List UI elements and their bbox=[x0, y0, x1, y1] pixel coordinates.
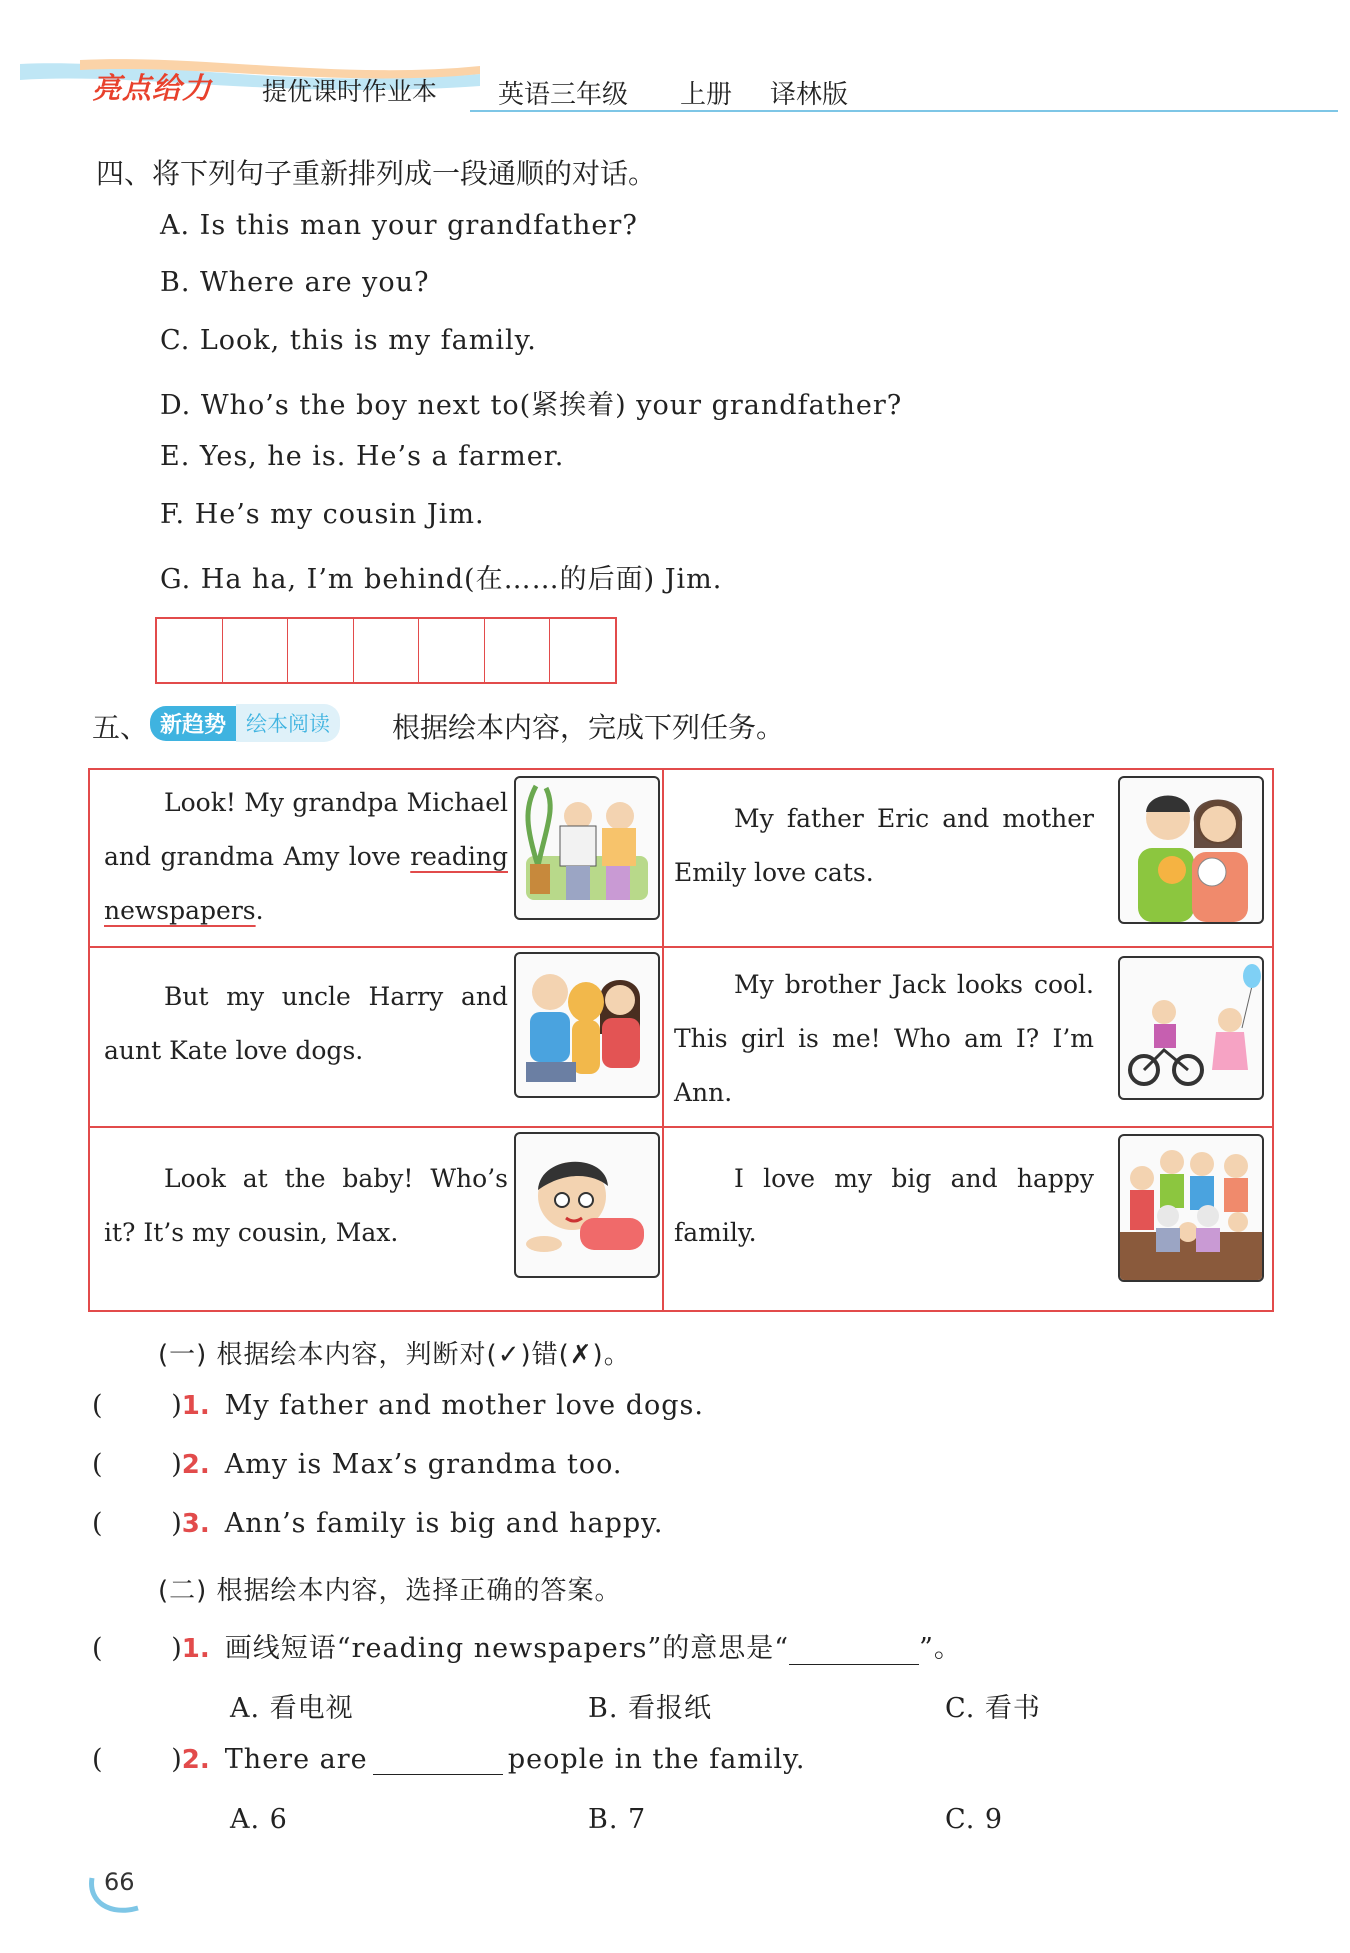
brand-subtitle: 提优课时作业本 bbox=[262, 77, 438, 106]
question-number: 2. bbox=[181, 1745, 210, 1775]
section4-title: 四、将下列句子重新排列成一段通顺的对话。 bbox=[96, 157, 657, 190]
edition-label: 译林版 bbox=[770, 80, 849, 110]
answer-blank[interactable] bbox=[373, 1746, 503, 1775]
answer-blank[interactable] bbox=[789, 1636, 919, 1665]
judge-question-1 bbox=[92, 1390, 1292, 1421]
answer-boxes bbox=[155, 617, 617, 684]
answer-box[interactable] bbox=[485, 619, 551, 682]
parents-with-cats-illustration bbox=[1118, 776, 1264, 924]
judge-question-2 bbox=[92, 1449, 1292, 1480]
choice-option-a: A. 看电视 bbox=[230, 1693, 354, 1724]
table-divider bbox=[90, 946, 1272, 948]
brand-logo: 亮点给力 bbox=[92, 71, 213, 105]
choice-question-1 bbox=[92, 1626, 1292, 1665]
choice-option-b: B. 7 bbox=[588, 1804, 647, 1835]
brother-and-girl-illustration bbox=[1118, 956, 1264, 1100]
answer-box[interactable] bbox=[550, 619, 615, 682]
answer-box[interactable] bbox=[157, 619, 223, 682]
answer-box[interactable] bbox=[288, 619, 354, 682]
underlined-phrase: reading bbox=[410, 842, 508, 871]
grandparents-reading-illustration bbox=[514, 776, 660, 920]
question-number: 2. bbox=[181, 1450, 210, 1480]
answer-paren[interactable]: ( ) bbox=[92, 1633, 182, 1664]
question-number: 1. bbox=[181, 1391, 210, 1421]
table-divider bbox=[662, 770, 664, 1310]
option-d: D. Who’s the boy next to(紧挨着) your grandfather? bbox=[160, 390, 903, 421]
badge-sub: 绘本阅读 bbox=[236, 704, 340, 742]
picture-book-table bbox=[88, 768, 1274, 1312]
answer-box[interactable] bbox=[354, 619, 420, 682]
baby-cousin-illustration bbox=[514, 1132, 660, 1278]
choice-option-c: C. 9 bbox=[945, 1804, 1004, 1835]
story-cell-5: Look at the baby! Who’s it? It’s my cousin, Max. bbox=[104, 1164, 508, 1247]
badge-main: 新趋势 bbox=[150, 706, 236, 741]
answer-paren[interactable]: ( ) bbox=[92, 1390, 182, 1421]
answer-box[interactable] bbox=[419, 619, 485, 682]
section5-title: 根据绘本内容，完成下列任务。 bbox=[392, 711, 785, 744]
answer-box[interactable] bbox=[223, 619, 289, 682]
table-divider bbox=[90, 1126, 1272, 1128]
trend-badge bbox=[150, 705, 340, 741]
story-cell-4: My brother Jack looks cool. This girl is me! Who am I? I’m Ann. bbox=[674, 970, 1094, 1107]
option-f: F. He’s my cousin Jim. bbox=[160, 499, 485, 530]
choice-option-a: A. 6 bbox=[230, 1804, 288, 1835]
option-g: G. Ha ha, I’m behind(在……的后面) Jim. bbox=[160, 564, 723, 595]
option-e: E. Yes, he is. He’s a farmer. bbox=[160, 441, 565, 472]
question-text: There are bbox=[224, 1744, 368, 1775]
part1-title: (一) 根据绘本内容，判断对(✓)错(✗)。 bbox=[158, 1340, 631, 1370]
page-number: 66 bbox=[104, 1868, 135, 1896]
answer-paren[interactable]: ( ) bbox=[92, 1449, 182, 1480]
question-text: Ann’s family is big and happy. bbox=[224, 1508, 664, 1539]
family-portrait-illustration bbox=[1118, 1134, 1264, 1282]
question-number: 3. bbox=[181, 1509, 210, 1539]
underlined-phrase: newspapers bbox=[104, 896, 256, 925]
option-a: A. Is this man your grandfather? bbox=[160, 210, 638, 241]
question-text: Amy is Max’s grandma too. bbox=[224, 1449, 623, 1480]
question-text-end: ”。 bbox=[919, 1633, 962, 1664]
choice-question-2 bbox=[92, 1744, 1292, 1775]
story-cell-3: But my uncle Harry and aunt Kate love dogs. bbox=[104, 982, 508, 1065]
story-cell-1: Look! My grandpa Michael and grandma Amy love reading newspapers. bbox=[104, 788, 508, 925]
volume-label: 上册 bbox=[680, 80, 733, 110]
part2-title: (二) 根据绘本内容，选择正确的答案。 bbox=[158, 1576, 622, 1606]
section5-prefix: 五、 bbox=[92, 711, 149, 744]
uncle-aunt-dog-illustration bbox=[514, 952, 660, 1098]
story-cell-6: I love my big and happy family. bbox=[674, 1164, 1094, 1247]
question-number: 1. bbox=[181, 1634, 210, 1664]
question-text: My father and mother love dogs. bbox=[224, 1390, 704, 1421]
answer-paren[interactable]: ( ) bbox=[92, 1508, 182, 1539]
story-cell-2: My father Eric and mother Emily love cats. bbox=[674, 804, 1094, 887]
question-text-end: people in the family. bbox=[507, 1744, 806, 1775]
option-b: B. Where are you? bbox=[160, 267, 430, 298]
choice-option-b: B. 看报纸 bbox=[588, 1693, 713, 1724]
question-text: 画线短语“reading newspapers”的意思是“ bbox=[224, 1633, 790, 1664]
choice-option-c: C. 看书 bbox=[945, 1693, 1041, 1724]
option-c: C. Look, this is my family. bbox=[160, 325, 537, 356]
header-divider bbox=[470, 110, 1338, 112]
subject-label: 英语三年级 bbox=[498, 80, 629, 110]
judge-question-3 bbox=[92, 1508, 1292, 1539]
answer-paren[interactable]: ( ) bbox=[92, 1744, 182, 1775]
